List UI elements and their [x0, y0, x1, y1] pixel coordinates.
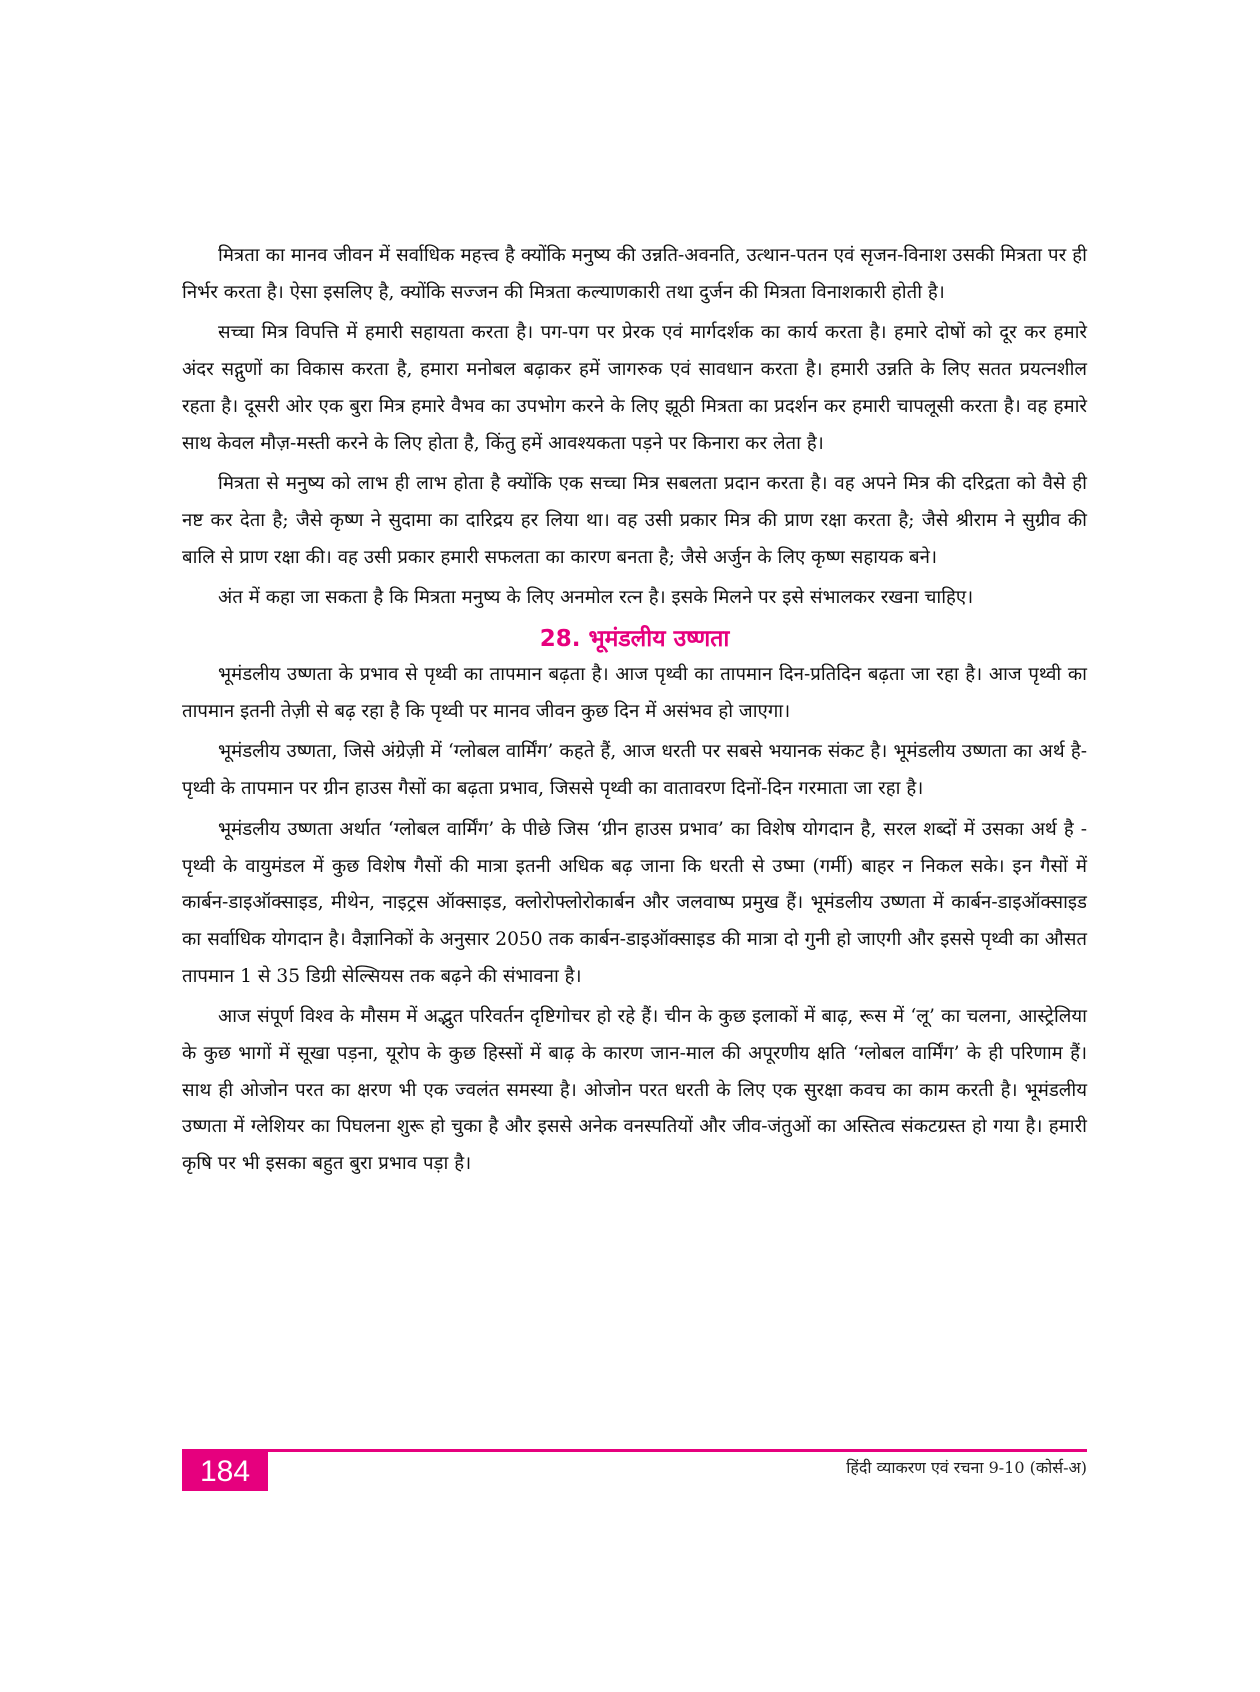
- footer-divider: [182, 1449, 1087, 1452]
- paragraph: भूमंडलीय उष्णता, जिसे अंग्रेज़ी में ‘ग्लोबल वार्मिंग’ कहते हैं, आज धरती पर सबसे भयानक संकट है। भूमंडलीय उष्णता का अर्थ है- पृथ्वी के तापमान पर ग्रीन हाउस गैसों का बढ़ता प्रभाव, जिससे पृथ्वी का वातावरण दिनों-दिन गरमाता जा रहा है।: [182, 741, 1087, 800]
- paragraph: भूमंडलीय उष्णता के प्रभाव से पृथ्वी का तापमान बढ़ता है। आज पृथ्वी का तापमान दिन-प्रतिदिन बढ़ता जा रहा है। आज पृथ्वी का तापमान इतनी तेज़ी से बढ़ रहा है कि पृथ्वी पर मानव जीवन कुछ दिन में असंभव हो जाएगा।: [182, 664, 1087, 722]
- paragraph: अंत में कहा जा सकता है कि मित्रता मनुष्य के लिए अनमोल रत्न है। इसके मिलने पर इसे संभालकर रखना चाहिए।: [218, 587, 974, 609]
- paragraph: मित्रता से मनुष्य को लाभ ही लाभ होता है क्योंकि एक सच्चा मित्र सबलता प्रदान करता है। वह अपने मित्र की दरिद्रता को वैसे ही नष्ट कर देता है; जैसे कृष्ण ने सुदामा का दारिद्रय हर लिया था। वह उसी प्रकार मित्र की प्राण रक्षा करता है; जैसे श्रीराम ने सुग्रीव की बालि से प्राण रक्षा की। वह उसी प्रकार हमारी सफलता का कारण बनता है; जैसे अर्जुन के लिए कृष्ण सहायक बने।: [182, 473, 1087, 568]
- paragraph: मित्रता का मानव जीवन में सर्वाधिक महत्त्व है क्योंकि मनुष्य की उन्नति-अवनति, उत्थान-पतन एवं सृजन-विनाश उसकी मित्रता पर ही निर्भर करता है। ऐसा इसलिए है, क्योंकि सज्जन की मित्रता कल्याणकारी तथा दुर्जन की मित्रता विनाशकारी होती है।: [182, 245, 1087, 303]
- paragraph: सच्चा मित्र विपत्ति में हमारी सहायता करता है। पग-पग पर प्रेरक एवं मार्गदर्शक का कार्य करता है। हमारे दोषों को दूर कर हमारे अंदर सद्गुणों का विकास करता है, हमारा मनोबल बढ़ाकर हमें जागरुक एवं सावधान करता है। हमारी उन्नति के लिए सतत प्रयत्नशील रहता है। दूसरी ओर एक बुरा मित्र हमारे वैभव का उपभोग करने के लिए झूठी मित्रता का प्रदर्शन कर हमारी चापलूसी करता है। वह हमारे साथ केवल मौज़-मस्ती करने के लिए होता है, किंतु हमें आवश्यकता पड़ने पर किनारा कर लेता है।: [182, 322, 1087, 454]
- book-title: हिंदी व्याकरण एवं रचना 9-10 (कोर्स-अ): [846, 1458, 1087, 1477]
- page-body: [182, 238, 1087, 1187]
- page-number: 184: [182, 1452, 268, 1491]
- paragraph: आज संपूर्ण विश्व के मौसम में अद्भुत परिवर्तन दृष्टिगोचर हो रहे हैं। चीन के कुछ इलाकों में बाढ़, रूस में ‘लू’ का चलना, आस्ट्रेलिया के कुछ भागों में सूखा पड़ना, यूरोप के कुछ हिस्सों में बाढ़ के कारण जान-माल की अपूरणीय क्षति ‘ग्लोबल वार्मिंग’ के ही परिणाम हैं। साथ ही ओजोन परत का क्षरण भी एक ज्वलंत समस्या है। ओजोन परत धरती के लिए एक सुरक्षा कवच का काम करती है। भूमंडलीय उष्णता में ग्लेशियर का पिघलना शुरू हो चुका है और इससे अनेक वनस्पतियों और जीव-जंतुओं का अस्तित्व संकटग्रस्त हो गया है। हमारी कृषि पर भी इसका बहुत बुरा प्रभाव पड़ा है।: [182, 1006, 1087, 1175]
- paragraph: भूमंडलीय उष्णता अर्थात ‘ग्लोबल वार्मिंग’ के पीछे जिस ‘ग्रीन हाउस प्रभाव’ का विशेष योगदान है, सरल शब्दों में उसका अर्थ है - पृथ्वी के वायुमंडल में कुछ विशेष गैसों की मात्रा इतनी अधिक बढ़ जाना कि धरती से उष्मा (गर्मी) बाहर न निकल सके। इन गैसों में कार्बन-डाइऑक्साइड, मीथेन, नाइट्रस ऑक्साइड, क्लोरोफ्लोरोकार्बन और जलवाष्प प्रमुख हैं। भूमंडलीय उष्णता में कार्बन-डाइऑक्साइड का सर्वाधिक योगदान है। वैज्ञानिकों के अनुसार 2050 तक कार्बन-डाइऑक्साइड की मात्रा दो गुनी हो जाएगी और इससे पृथ्वी का औसत तापमान 1 से 35 डिग्री सेल्सियस तक बढ़ने की संभावना है।: [182, 818, 1087, 987]
- section-heading: 28. भूमंडलीय उष्णता: [539, 626, 730, 653]
